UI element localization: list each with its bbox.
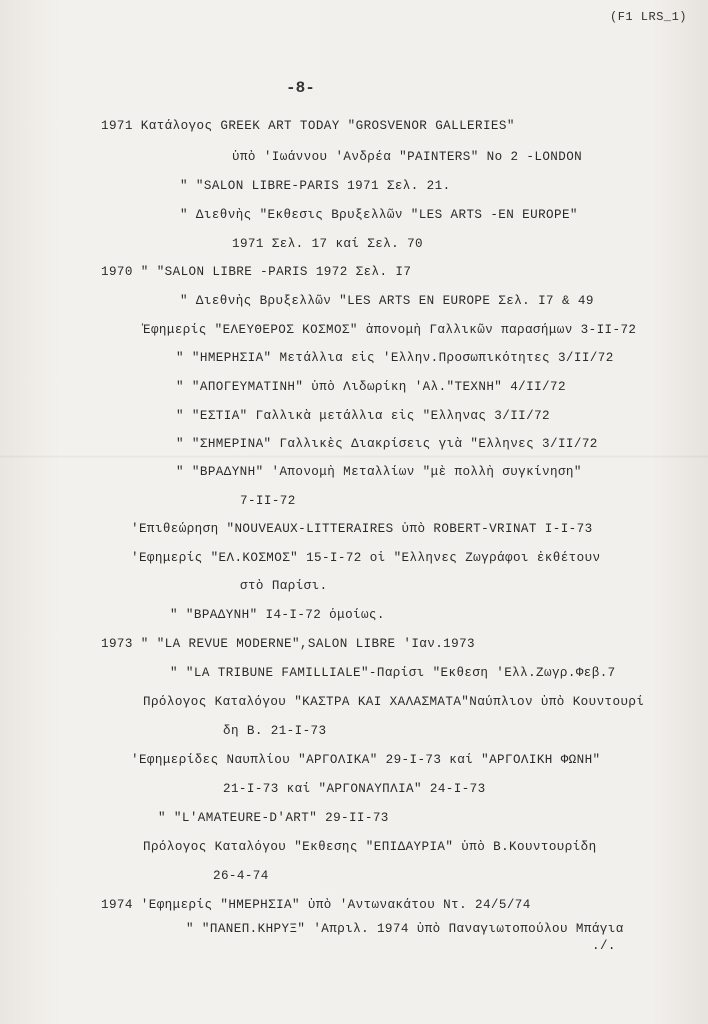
paper-fold (0, 455, 708, 458)
text-line: δη Β. 21-I-73 (223, 724, 327, 738)
text-line: 1971 Σελ. 17 καί Σελ. 70 (232, 237, 423, 251)
text-line: " "ΗΜΕΡΗΣΙΑ" Μετάλλια εἰς 'Ελλην.Προσωπικότητες 3/II/72 (176, 351, 614, 365)
text-line: " Διεθνὴς Βρυξελλῶν "LES ARTS EN EUROPE Σελ. I7 & 49 (180, 294, 594, 308)
text-line: ὑπὸ 'Ιωάννου 'Ανδρέα "PAINTERS" No 2 -LONDON (232, 150, 583, 164)
text-line: " Διεθνὴς "Εκθεσις Βρυξελλῶν "LES ARTS -EN EUROPE" (180, 208, 578, 222)
text-line: " "LA TRIBUNE FAMILLIALE"-Παρίσι "Εκθεση 'Ελλ.Ζωγρ.Φεβ.7 (170, 666, 616, 680)
text-line: " "ΑΠΟΓΕΥΜΑΤΙΝΗ" ὑπὸ Λιδωρίκη 'Αλ."ΤΕΧΝΗ" 4/II/72 (176, 380, 566, 394)
text-line: " "SALON LIBRE-PARIS 1971 Σελ. 21. (180, 179, 451, 193)
text-line: 7-II-72 (240, 494, 296, 508)
text-line: 21-I-73 καί "ΑΡΓΟΝΑΥΠΛΙΑ" 24-I-73 (223, 782, 486, 796)
text-line: " "ΒΡΑΔΥΝΗ" 'Απονομὴ Μεταλλίων "μὲ πολλὴ συγκίνηση" (176, 465, 582, 479)
text-line: " "L'AMATEURE-D'ART" 29-II-73 (158, 811, 389, 825)
text-line: Ἐφημερίς "ΕΛΕΥΘΕΡΟΣ ΚΟΣΜΟΣ" ἀπονομὴ Γαλλικῶν παρασήμων 3-II-72 (143, 323, 637, 337)
text-line: " "ΠΑΝΕΠ.ΚΗΡΥΞ" 'Απριλ. 1974 ὑπὸ Παναγιωτοπούλου Μπάγια (186, 922, 624, 936)
text-line: στὸ Παρίσι. (240, 579, 328, 593)
text-line: 1970 " "SALON LIBRE -PARIS 1972 Σελ. I7 (101, 265, 412, 279)
text-line: " "ΕΣΤΙΑ" Γαλλικὰ μετάλλια εἰς "Ελληνας 3/II/72 (176, 409, 551, 423)
page-number: -8- (286, 79, 315, 97)
text-line: " "ΒΡΑΔΥΝΗ" I4-I-72 ὁμοίως. (170, 608, 385, 622)
text-line: 'Εφημερίς "ΕΛ.ΚΟΣΜΟΣ" 15-I-72 οἱ "Ελληνες Ζωγράφοι ἐκθέτουν (131, 551, 601, 565)
text-line: 'Εφημερίδες Ναυπλίου "ΑΡΓΟΛΙΚΑ" 29-I-73 καί "ΑΡΓΟΛΙΚΗ ΦΩΝΗ" (131, 753, 601, 767)
continuation-mark: ./. (592, 939, 616, 953)
text-line: " "ΣΗΜΕΡΙΝΑ" Γαλλικὲς Διακρίσεις γιὰ "Ελληνες 3/II/72 (176, 437, 598, 451)
archive-reference: (F1 LRS_1) (610, 10, 688, 24)
text-line: 26-4-74 (213, 869, 269, 883)
text-line: Πρόλογος Καταλόγου "ΚΑΣΤΡΑ ΚΑΙ ΧΑΛΑΣΜΑΤΑ"Ναύπλιον ὑπὸ Κουντουρί (143, 695, 645, 709)
text-line: 'Επιθεώρηση "NOUVEAUX-LITTERAIRES ὑπὸ ROBERT-VRINAT I-I-73 (131, 522, 593, 536)
text-line: 1971 Κατάλογος GREEK ART TODAY "GROSVENOR GALLERIES" (101, 119, 515, 133)
text-line: 1973 " "LA REVUE MODERNE",SALON LIBRE 'Ιαν.1973 (101, 637, 476, 651)
text-line: 1974 'Εφημερίς "ΗΜΕΡΗΣΙΑ" ὑπὸ 'Αντωνακάτου Ντ. 24/5/74 (101, 898, 531, 912)
text-line: Πρόλογος Καταλόγου "Εκθεσης "ΕΠΙΔΑΥΡΙΑ" ὑπὸ Β.Κουντουρίδη (143, 840, 597, 854)
